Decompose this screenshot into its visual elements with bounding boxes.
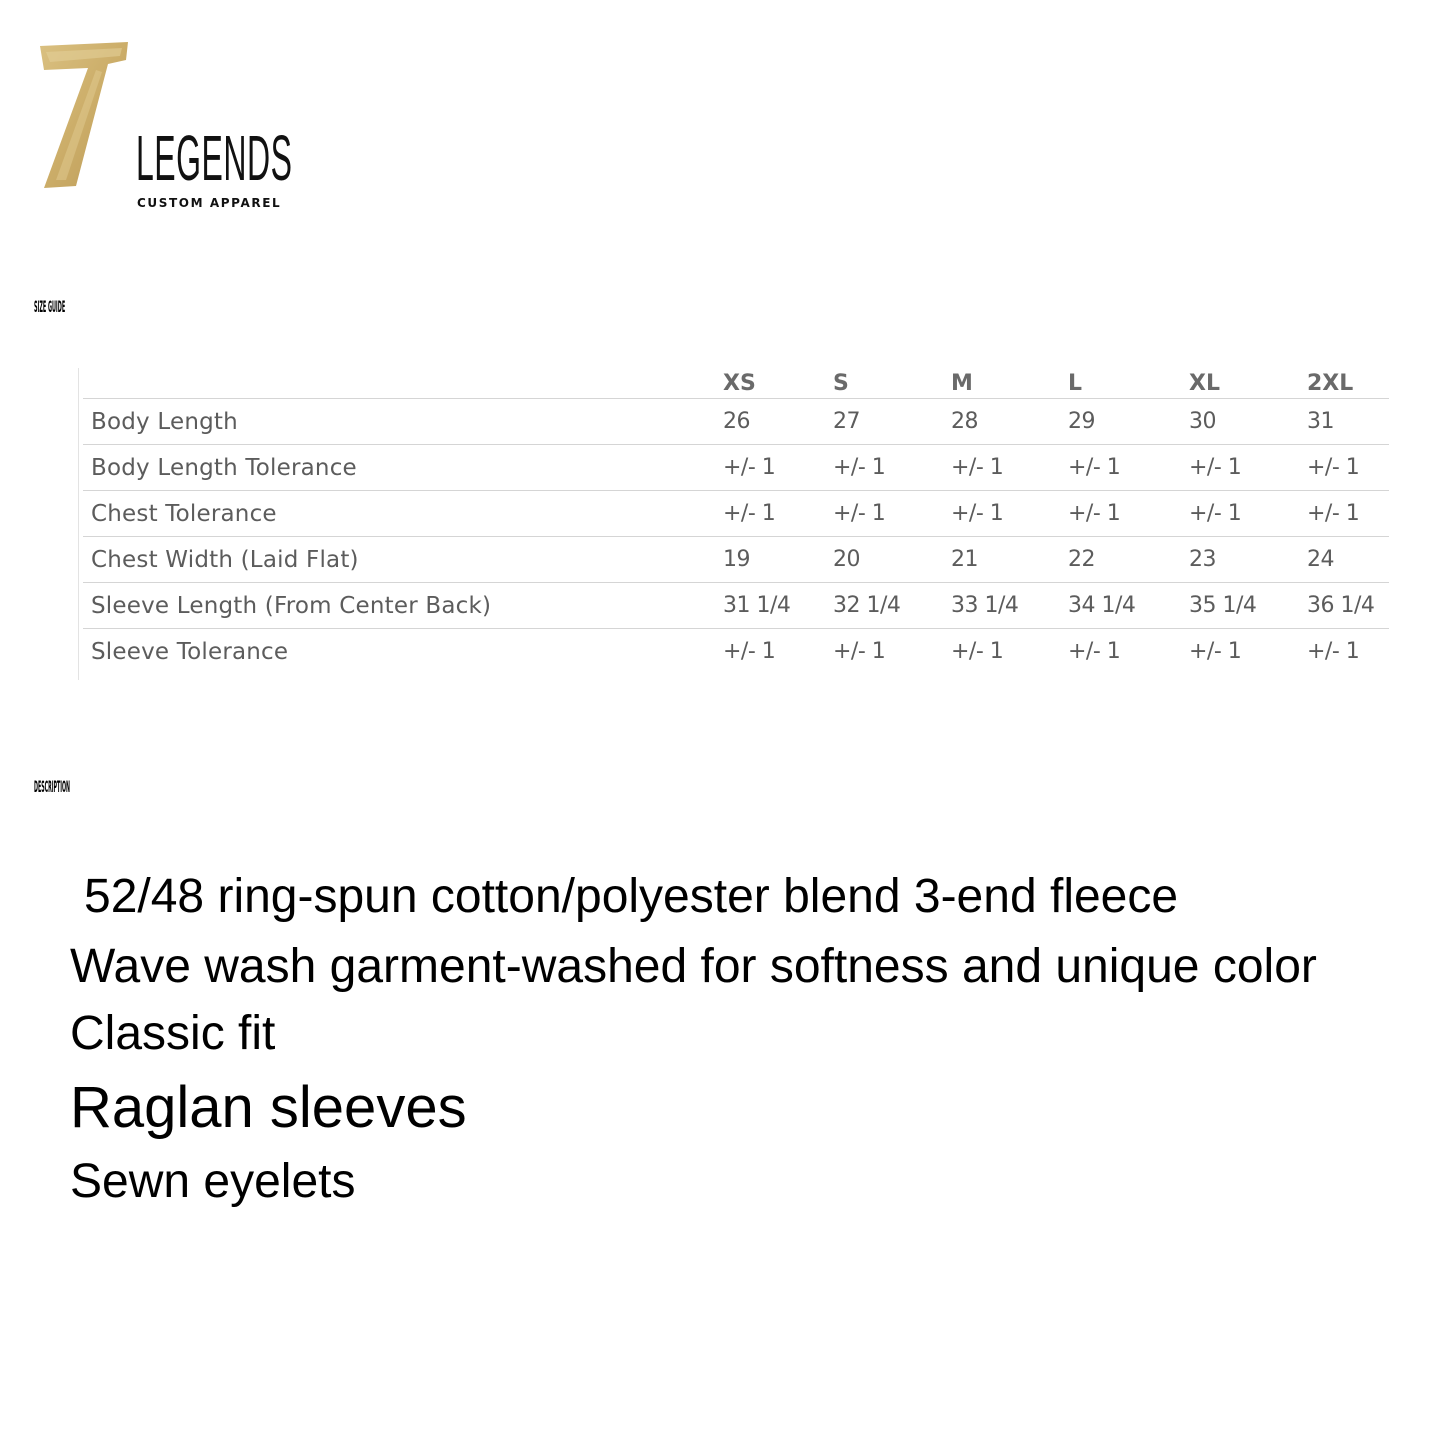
table-cell: 27 [833,399,951,445]
table-cell: 28 [951,399,1068,445]
table-cell: 26 [723,399,833,445]
table-cell: 24 [1307,537,1389,583]
table-cell: 31 [1307,399,1389,445]
size-header-2xl: 2XL [1307,368,1389,399]
size-guide-heading-text: SIZE GUIDE [34,297,66,316]
table-cell: +/- 1 [1307,491,1389,537]
table-row [83,445,1389,491]
size-guide-heading [34,252,65,362]
table-cell: 33 1/4 [951,583,1068,629]
table-cell: +/- 1 [1068,639,1121,664]
table-cell: 34 1/4 [1068,583,1189,629]
description-heading [34,732,70,842]
table-cell: +/- 1 [1307,445,1389,491]
table-cell: +/- 1 [951,639,1004,664]
row-label: Chest Width (Laid Flat) [83,537,723,583]
table-cell: 32 1/4 [833,583,951,629]
table-row [83,537,1389,583]
table-cell: 20 [833,537,951,583]
size-header-m: M [951,368,1068,399]
list-item: Classic fit [70,1007,276,1060]
list-item: Wave wash garment-washed for softness and unique color [70,940,1317,993]
table-cell: +/- 1 [833,445,951,491]
size-header-blank [83,368,723,399]
table-cell: 19 [723,537,833,583]
table-cell: +/- 1 [1068,445,1189,491]
row-label: Sleeve Length (From Center Back) [83,583,723,629]
table-cell: +/- 1 [833,491,951,537]
table-row [83,491,1389,537]
description-heading-text: DESCRIPTION [34,777,71,796]
table-row [83,583,1389,629]
table-row [83,399,1389,445]
table-row [83,629,1389,675]
seven-logo-icon [36,40,136,192]
size-table [83,368,1389,674]
table-cell: +/- 1 [1189,639,1242,664]
table-cell: 31 1/4 [723,583,833,629]
table-cell: +/- 1 [723,445,833,491]
table-cell: +/- 1 [1068,491,1189,537]
row-label: Sleeve Tolerance [91,638,289,665]
table-cell: +/- 1 [951,445,1068,491]
size-header-s: S [833,368,951,399]
table-cell: +/- 1 [1307,639,1360,664]
list-item: Sewn eyelets [70,1155,356,1208]
table-cell: 35 1/4 [1189,583,1307,629]
row-label: Body Length [83,399,723,445]
table-cell: +/- 1 [723,491,833,537]
table-cell: 23 [1189,537,1307,583]
table-cell: 30 [1189,399,1307,445]
table-cell: 36 1/4 [1307,583,1389,629]
size-header-xl: XL [1189,368,1307,399]
table-cell: +/- 1 [723,639,776,664]
table-cell: +/- 1 [1189,491,1307,537]
row-label: Body Length Tolerance [83,445,723,491]
table-cell: 22 [1068,537,1189,583]
table-cell: 21 [951,537,1068,583]
table-cell: +/- 1 [1189,445,1307,491]
size-table-container [78,368,1391,680]
logo-subtitle: CUSTOM APPAREL [137,196,282,210]
table-cell: +/- 1 [833,639,886,664]
brand-logo [36,40,293,210]
table-cell: +/- 1 [951,491,1068,537]
logo-wordmark: LEGENDS [136,122,293,194]
table-cell: 29 [1068,399,1189,445]
size-table-header-row [83,368,1389,399]
row-label: Chest Tolerance [83,491,723,537]
size-header-l: L [1068,368,1189,399]
list-item: Raglan sleeves [70,1075,467,1140]
list-item: 52/48 ring-spun cotton/polyester blend 3-end fleece [84,870,1179,923]
size-header-xs: XS [723,368,833,399]
